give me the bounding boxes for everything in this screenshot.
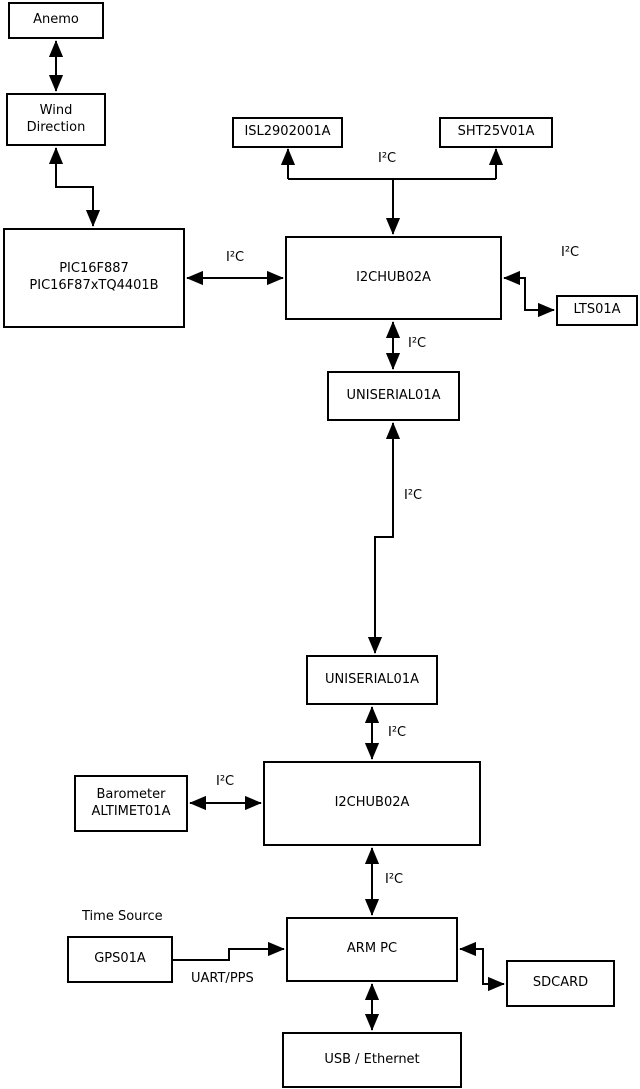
node-isl2902001a-label: ISL2902001A [244,124,331,140]
node-sht25v01a [439,117,553,148]
connector-armpc-sdcard [460,949,504,984]
edge-label-i2c-pic-hub: I²C [226,250,245,265]
node-uniserial01a-2 [306,655,438,705]
node-lts01a-label: LTS01A [573,302,621,318]
node-gps01a-label: GPS01A [94,951,146,967]
node-wind-direction-label-line2: Direction [26,119,86,135]
edge-label-i2c-bus-top: I²C [378,151,397,166]
node-i2chub02a-1-label: I2CHUB02A [356,269,431,285]
node-uniserial01a-2-label: UNISERIAL01A [325,671,419,687]
node-anemo [8,2,104,39]
edge-label-i2c-uniserial-link: I²C [404,488,423,503]
node-anemo-label: Anemo [33,12,79,28]
edge-label-i2c-barometer: I²C [216,774,235,789]
edge-label-i2c-hub-uniserial: I²C [408,336,427,351]
node-uniserial01a-1 [327,371,460,421]
node-pic16f887 [3,228,185,328]
node-arm-pc-label: ARM PC [346,941,398,957]
connector-gps-armpc [173,949,284,960]
node-barometer-altimet01a [74,775,188,832]
node-wind-direction-label-line1: Wind [39,102,73,118]
node-pic16f887-label-line2: PIC16F87xTQ4401B [29,278,159,293]
node-barometer-label-line2: ALTIMET01A [91,803,171,819]
edge-label-i2c-hub-lts: I²C [561,245,580,260]
node-i2chub02a-2-label: I2CHUB02A [334,795,410,811]
connector-winddirection-pic [56,148,93,226]
node-i2chub02a-2 [263,761,481,846]
node-isl2902001a [232,117,343,148]
edge-label-time-source: Time Source [82,909,163,924]
node-uniserial01a-1-label: UNISERIAL01A [346,387,441,403]
node-lts01a [556,295,638,326]
node-barometer-label-line1: Barometer [96,786,166,802]
node-pic16f887-label-line1: PIC16F887 [59,261,129,277]
node-sdcard [506,960,615,1007]
node-sdcard-label: SDCARD [532,975,589,991]
edge-label-i2c-uniserial-hub2: I²C [388,725,407,740]
node-arm-pc [286,917,458,982]
node-wind-direction [6,93,106,146]
connector-uniserial1-uniserial2 [375,423,393,653]
node-gps01a [67,936,173,983]
edge-label-i2c-hub2-armpc: I²C [385,872,404,887]
node-usb-ethernet [282,1032,462,1088]
edge-label-uart-pps: UART/PPS [191,971,254,986]
node-usb-ethernet-label: USB / Ethernet [324,1051,420,1067]
connector-i2chub1-lts [504,278,554,310]
node-sht25v01a-label: SHT25V01A [457,124,535,140]
node-i2chub02a-1 [285,236,502,320]
